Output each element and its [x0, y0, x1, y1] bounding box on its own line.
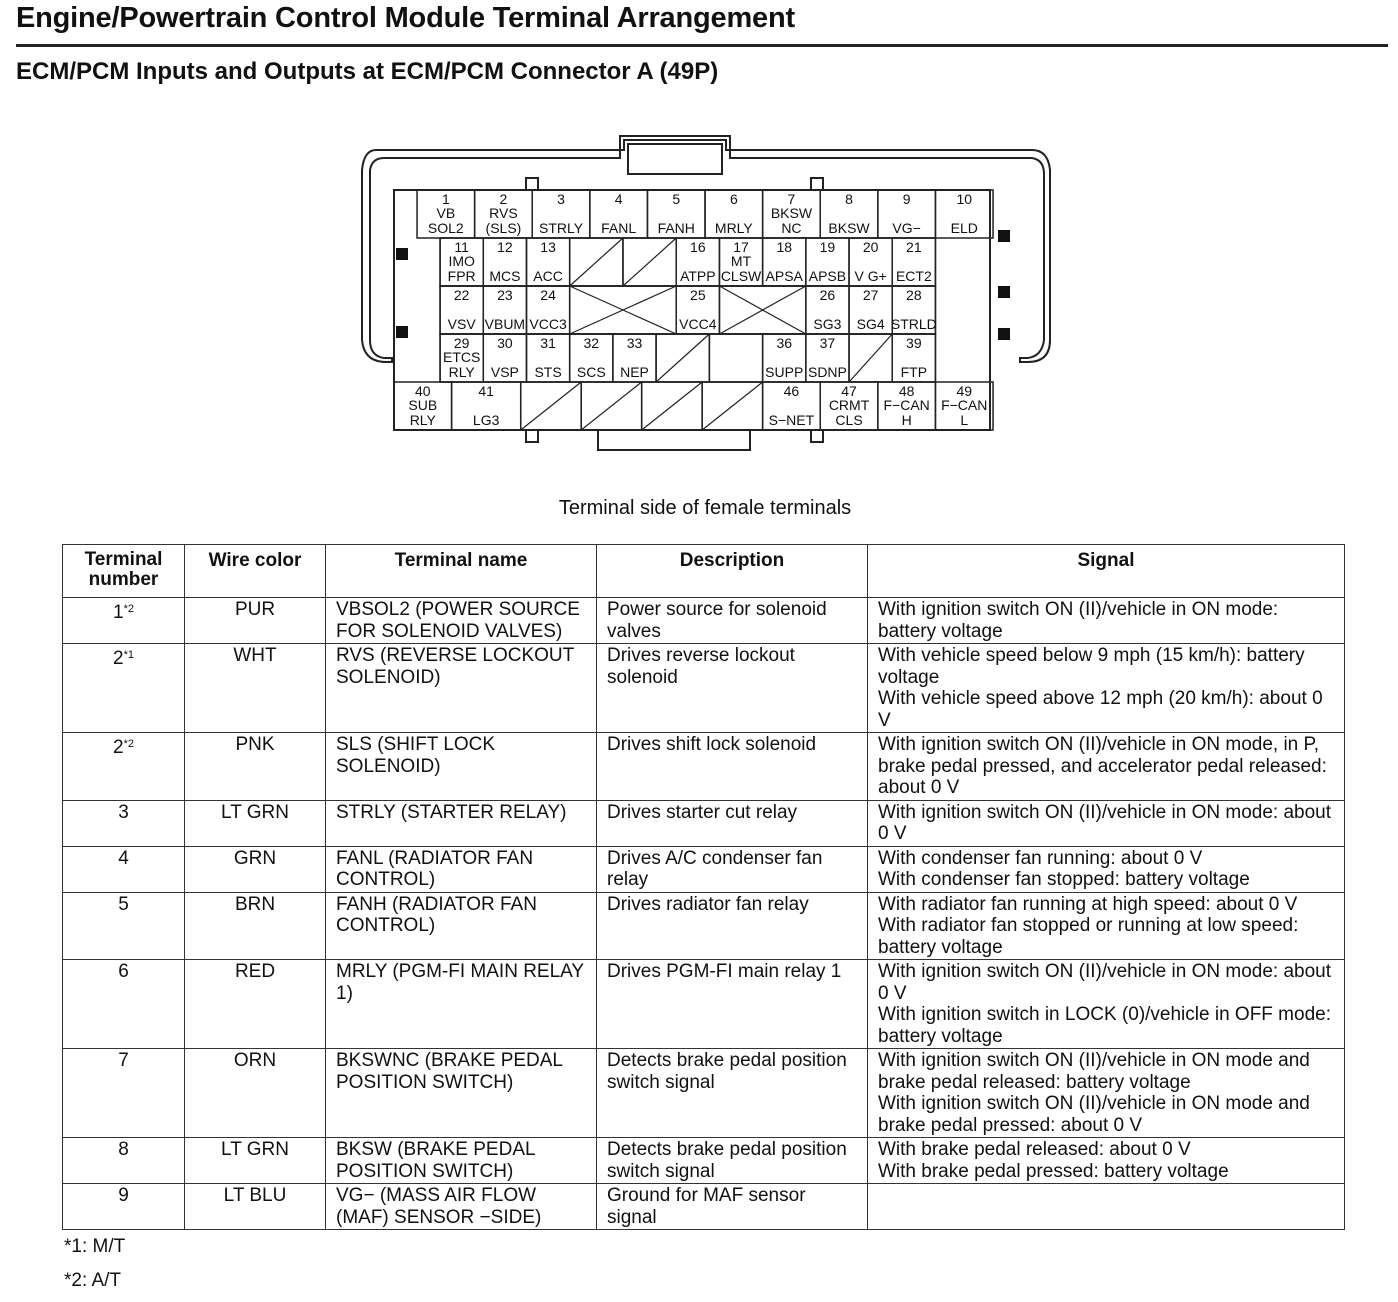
terminal-number-label: 19: [819, 239, 836, 255]
wire-color-cell: PUR: [185, 598, 326, 644]
terminal-name-cell: VBSOL2 (POWER SOURCE FOR SOLENOID VALVES): [326, 598, 597, 644]
signal-cell: [868, 644, 1345, 733]
terminal-number: 1: [113, 602, 124, 623]
terminal-number-label: 37: [819, 335, 836, 351]
terminal-number-label: 4: [614, 191, 623, 207]
signal-line: With ignition switch ON (II)/vehicle in ON mode and brake pedal released: battery voltage: [878, 1050, 1310, 1093]
terminal-cavity-47: [820, 382, 878, 430]
terminal-signal-label: F−CAN: [941, 397, 988, 413]
terminal-signal-label: H: [901, 412, 912, 428]
terminal-number-cell: [63, 1138, 185, 1184]
terminal-number: 5: [118, 893, 129, 915]
connector-diagram: [356, 130, 1056, 465]
terminal-signal-label: ECT2: [895, 268, 932, 284]
terminal-cavity-40: [394, 382, 452, 430]
terminal-signal-label: BKSW: [770, 205, 813, 221]
signal-line: With brake pedal pressed: battery voltage: [878, 1160, 1229, 1182]
empty-cavity: [521, 382, 581, 430]
empty-cavity: [719, 286, 805, 334]
terminal-number-cell: [63, 960, 185, 1049]
terminal-number-label: 10: [956, 191, 973, 207]
terminal-signal-label: VB: [436, 205, 456, 221]
terminal-number-label: 28: [906, 287, 922, 303]
terminal-number-label: 49: [956, 383, 973, 399]
signal-line: With radiator fan stopped or running at low speed: battery voltage: [878, 915, 1299, 958]
section-subtitle: ECM/PCM Inputs and Outputs at ECM/PCM Connector A (49P): [16, 58, 719, 85]
terminal-cavity-36: [763, 334, 806, 382]
terminal-signal-label: FANH: [657, 220, 695, 236]
empty-cavity: [709, 334, 762, 382]
description-cell: Drives radiator fan relay: [597, 892, 868, 960]
terminal-signal-label: VSV: [447, 316, 476, 332]
terminal-cavity-31: [526, 334, 569, 382]
terminal-number: 4: [118, 847, 129, 869]
terminal-cavity-12: [483, 238, 526, 286]
empty-cavity: [642, 382, 702, 430]
terminal-number-cell: [63, 1049, 185, 1138]
terminal-number-label: 18: [776, 239, 793, 255]
terminal-signal-label: NC: [781, 220, 802, 236]
terminal-number-label: 25: [690, 287, 706, 303]
terminal-signal-label: FTP: [900, 364, 928, 380]
terminal-signal-label: ACC: [533, 268, 563, 284]
table-row: [63, 1138, 1345, 1184]
terminal-number-label: 13: [540, 239, 556, 255]
table-row: [63, 960, 1345, 1049]
terminal-number-label: 23: [497, 287, 513, 303]
terminal-cavity-9: [878, 190, 936, 238]
signal-line: With ignition switch ON (II)/vehicle in ON mode, in P, brake pedal pressed, and accelerator pedal released: about 0 V: [878, 734, 1327, 798]
terminal-number-cell: [63, 800, 185, 846]
terminal-cavity-5: [647, 190, 705, 238]
terminal-signal-label: STS: [534, 364, 562, 380]
header-wire-color: Wire color: [185, 545, 326, 598]
terminal-signal-label: ATPP: [680, 268, 716, 284]
terminal-cavity-41: [452, 382, 521, 430]
terminal-signal-label: VG−: [892, 220, 921, 236]
terminal-name-cell: RVS (REVERSE LOCKOUT SOLENOID): [326, 644, 597, 733]
terminal-signal-label: RVS: [489, 205, 518, 221]
empty-cavity: [849, 334, 892, 382]
terminal-number-label: 39: [906, 335, 922, 351]
empty-cavity: [570, 238, 623, 286]
wire-color-cell: RED: [185, 960, 326, 1049]
terminal-signal-label: SUPP: [765, 364, 804, 380]
terminal-cavity-26: [806, 286, 849, 334]
table-row: [63, 644, 1345, 733]
signal-cell: [868, 1049, 1345, 1138]
terminal-signal-label: L: [960, 412, 969, 428]
terminal-signal-label: F−CAN: [883, 397, 930, 413]
terminal-number-label: 20: [862, 239, 879, 255]
footnote-2: *2: A/T: [64, 1270, 122, 1291]
terminal-cavity-17: [719, 238, 762, 286]
terminal-signal-label: VCC3: [529, 316, 567, 332]
terminal-number-cell: [63, 733, 185, 801]
signal-line: With ignition switch ON (II)/vehicle in ON mode and brake pedal pressed: about 0 V: [878, 1093, 1310, 1136]
terminal-number-cell: [63, 1184, 185, 1230]
connector-svg: [356, 130, 1056, 460]
terminal-cavity-1: [417, 190, 475, 238]
signal-line: With vehicle speed above 12 mph (20 km/h): about 0 V: [878, 688, 1323, 731]
signal-cell: [868, 1138, 1345, 1184]
signal-cell: [868, 1184, 1345, 1230]
terminal-signal-label: V G+: [854, 268, 887, 284]
terminal-cavity-33: [613, 334, 656, 382]
terminal-number-cell: [63, 598, 185, 644]
terminal-signal-label: CLSW: [720, 268, 762, 284]
header-terminal-number: Terminal number: [63, 545, 185, 598]
description-cell: Power source for solenoid valves: [597, 598, 868, 644]
empty-cavity: [623, 238, 676, 286]
terminal-cavity-28: [891, 286, 937, 334]
terminal-number-label: 16: [690, 239, 706, 255]
terminal-signal-label: MCS: [489, 268, 521, 284]
terminal-cavity-21: [892, 238, 935, 286]
terminal-number-label: 6: [729, 191, 738, 207]
terminal-number-label: 40: [415, 383, 431, 399]
empty-cavity: [570, 286, 677, 334]
footnote-1: *1: M/T: [64, 1236, 126, 1257]
terminal-number-cell: [63, 644, 185, 733]
terminal-number-label: 26: [819, 287, 836, 303]
terminal-signal-label: NEP: [620, 364, 649, 380]
terminal-number: 9: [118, 1185, 129, 1206]
terminal-number-label: 30: [497, 335, 513, 351]
wire-color-cell: ORN: [185, 1049, 326, 1138]
terminal-cavity-49: [935, 382, 993, 430]
terminal-signal-label: ELD: [950, 220, 978, 236]
signal-line: With ignition switch ON (II)/vehicle in ON mode: about 0 V: [878, 801, 1332, 844]
terminal-signal-label: CRMT: [828, 397, 870, 413]
terminal-number-label: 12: [497, 239, 513, 255]
terminal-signal-label: SUB: [408, 397, 438, 413]
description-cell: Detects brake pedal position switch signal: [597, 1049, 868, 1138]
terminal-signal-label: SOL2: [427, 220, 464, 236]
terminal-signal-label: LG3: [472, 412, 500, 428]
signal-line: With ignition switch in LOCK (0)/vehicle in OFF mode: battery voltage: [878, 1004, 1331, 1047]
table-header-row: [63, 545, 1345, 598]
terminal-signal-label: VSP: [490, 364, 519, 380]
terminal-table: [62, 544, 1345, 1230]
terminal-cavity-30: [483, 334, 526, 382]
terminal-cavity-18: [763, 238, 806, 286]
empty-cavity: [581, 382, 641, 430]
terminal-number-label: 41: [478, 383, 494, 399]
terminal-name-cell: FANL (RADIATOR FAN CONTROL): [326, 846, 597, 892]
terminal-number-label: 21: [906, 239, 922, 255]
terminal-signal-label: APSB: [808, 268, 847, 284]
table-row: [63, 733, 1345, 801]
description-cell: Drives PGM-FI main relay 1: [597, 960, 868, 1049]
terminal-signal-label: SG3: [813, 316, 842, 332]
terminal-cavity-11: [440, 238, 483, 286]
signal-cell: [868, 733, 1345, 801]
terminal-signal-label: IMO: [448, 253, 475, 269]
footnote-marker: *2: [123, 603, 134, 615]
terminal-number: 3: [118, 801, 129, 823]
empty-cavity: [656, 334, 709, 382]
terminal-signal-label: RLY: [409, 412, 436, 428]
table-row: [63, 800, 1345, 846]
description-cell: Drives shift lock solenoid: [597, 733, 868, 801]
signal-cell: [868, 846, 1345, 892]
signal-cell: [868, 800, 1345, 846]
header-description: Description: [597, 545, 868, 598]
header-terminal-name: Terminal name: [326, 545, 597, 598]
terminal-number-label: 5: [672, 191, 681, 207]
terminal-number: 2: [113, 648, 124, 669]
terminal-number-label: 31: [540, 335, 556, 351]
wire-color-cell: GRN: [185, 846, 326, 892]
title-divider: [16, 44, 1388, 47]
terminal-signal-label: RLY: [448, 364, 475, 380]
terminal-number-cell: [63, 892, 185, 960]
terminal-number-label: 47: [841, 383, 857, 399]
description-cell: Drives reverse lockout solenoid: [597, 644, 868, 733]
terminal-name-cell: BKSWNC (BRAKE PEDAL POSITION SWITCH): [326, 1049, 597, 1138]
terminal-number-label: 29: [453, 335, 470, 351]
empty-cavity: [702, 382, 762, 430]
terminal-cavity-10: [935, 190, 993, 238]
terminal-number: 7: [118, 1050, 129, 1071]
terminal-cavity-27: [849, 286, 892, 334]
signal-line: With radiator fan running at high speed: about 0 V: [878, 893, 1298, 915]
wire-color-cell: BRN: [185, 892, 326, 960]
wire-color-cell: LT BLU: [185, 1184, 326, 1230]
footnote-marker: *2: [123, 738, 134, 750]
terminal-signal-label: FPR: [447, 268, 476, 284]
terminal-number-label: 33: [626, 335, 643, 351]
terminal-cavity-8: [820, 190, 878, 238]
signal-cell: [868, 892, 1345, 960]
terminal-name-cell: STRLY (STARTER RELAY): [326, 800, 597, 846]
footnote-marker: *1: [123, 649, 134, 661]
wire-color-cell: PNK: [185, 733, 326, 801]
terminal-number-label: 17: [733, 239, 749, 255]
terminal-number-label: 48: [898, 383, 915, 399]
terminal-cavity-16: [676, 238, 719, 286]
terminal-number: 8: [118, 1139, 129, 1160]
terminal-cavity-20: [849, 238, 892, 286]
terminal-cavity-32: [570, 334, 613, 382]
terminal-signal-label: STRLY: [538, 220, 584, 236]
signal-line: With ignition switch ON (II)/vehicle in ON mode: battery voltage: [878, 599, 1279, 642]
table-row: [63, 892, 1345, 960]
terminal-cavity-19: [806, 238, 849, 286]
terminal-number-label: 46: [783, 383, 800, 399]
terminal-signal-label: (SLS): [485, 220, 522, 236]
wire-color-cell: LT GRN: [185, 1138, 326, 1184]
wire-color-cell: WHT: [185, 644, 326, 733]
table-row: [63, 1049, 1345, 1138]
description-cell: Drives starter cut relay: [597, 800, 868, 846]
table-row: [63, 846, 1345, 892]
terminal-number: 6: [118, 961, 129, 982]
terminal-signal-label: CLS: [835, 412, 863, 428]
terminal-name-cell: FANH (RADIATOR FAN CONTROL): [326, 892, 597, 960]
terminal-cavity-24: [526, 286, 569, 334]
terminal-number-label: 1: [441, 191, 450, 207]
terminal-cavity-2: [475, 190, 533, 238]
signal-line: With vehicle speed below 9 mph (15 km/h): battery voltage: [878, 645, 1305, 688]
terminal-number-label: 2: [499, 191, 508, 207]
terminal-cavity-37: [806, 334, 849, 382]
terminal-signal-label: SDNP: [807, 364, 847, 380]
terminal-number-label: 36: [776, 335, 793, 351]
header-signal: Signal: [868, 545, 1345, 598]
table-row: [63, 598, 1345, 644]
terminal-signal-label: FANL: [601, 220, 637, 236]
terminal-cavity-46: [763, 382, 821, 430]
terminal-cavity-7: [763, 190, 821, 238]
terminal-name-cell: BKSW (BRAKE PEDAL POSITION SWITCH): [326, 1138, 597, 1184]
terminal-signal-label: STRLD: [890, 316, 937, 332]
terminal-signal-label: MT: [730, 253, 752, 269]
terminal-signal-label: S−NET: [768, 412, 815, 428]
terminal-number-label: 7: [787, 191, 796, 207]
description-cell: Ground for MAF sensor signal: [597, 1184, 868, 1230]
terminal-number-label: 24: [540, 287, 556, 303]
page-title: Engine/Powertrain Control Module Terminal Arrangement: [16, 2, 795, 34]
terminal-name-cell: SLS (SHIFT LOCK SOLENOID): [326, 733, 597, 801]
terminal-signal-label: VCC4: [679, 316, 717, 332]
signal-cell: [868, 598, 1345, 644]
terminal-signal-label: APSA: [765, 268, 803, 284]
terminal-name-cell: MRLY (PGM-FI MAIN RELAY 1): [326, 960, 597, 1049]
description-cell: Drives A/C condenser fan relay: [597, 846, 868, 892]
terminal-cavity-4: [590, 190, 648, 238]
terminal-cavity-23: [483, 286, 526, 334]
table-row: [63, 1184, 1345, 1230]
terminal-signal-label: SG4: [856, 316, 885, 332]
terminal-signal-label: BKSW: [828, 220, 870, 236]
terminal-number: 2: [113, 737, 124, 758]
signal-line: With condenser fan stopped: battery voltage: [878, 869, 1250, 890]
terminal-number-label: 27: [862, 287, 879, 303]
terminal-cavity-25: [676, 286, 719, 334]
terminal-cavity-48: [878, 382, 936, 430]
terminal-number-label: 11: [454, 239, 469, 255]
terminal-number-label: 32: [583, 335, 600, 351]
description-cell: Detects brake pedal position switch signal: [597, 1138, 868, 1184]
terminal-name-cell: VG− (MASS AIR FLOW (MAF) SENSOR −SIDE): [326, 1184, 597, 1230]
connector-caption: Terminal side of female terminals: [558, 497, 852, 519]
signal-line: With condenser fan running: about 0 V: [878, 847, 1203, 869]
terminal-number-label: 9: [902, 191, 911, 207]
signal-cell: [868, 960, 1345, 1049]
terminal-cavity-29: [440, 334, 483, 382]
terminal-signal-label: VBUM: [484, 316, 526, 332]
wire-color-cell: LT GRN: [185, 800, 326, 846]
terminal-number-cell: [63, 846, 185, 892]
terminal-number-label: 8: [845, 191, 853, 207]
terminal-cavity-39: [892, 334, 935, 382]
terminal-cavity-13: [526, 238, 569, 286]
signal-line: With ignition switch ON (II)/vehicle in ON mode: about 0 V: [878, 961, 1332, 1004]
terminal-signal-label: ETCS: [443, 349, 481, 365]
terminal-cavity-6: [705, 190, 763, 238]
terminal-cavity-22: [440, 286, 483, 334]
terminal-number-label: 22: [453, 287, 470, 303]
terminal-number-label: 3: [557, 191, 565, 207]
terminal-cavity-3: [532, 190, 590, 238]
terminal-signal-label: MRLY: [714, 220, 753, 236]
signal-line: With brake pedal released: about 0 V: [878, 1139, 1191, 1160]
terminal-signal-label: SCS: [576, 364, 606, 380]
